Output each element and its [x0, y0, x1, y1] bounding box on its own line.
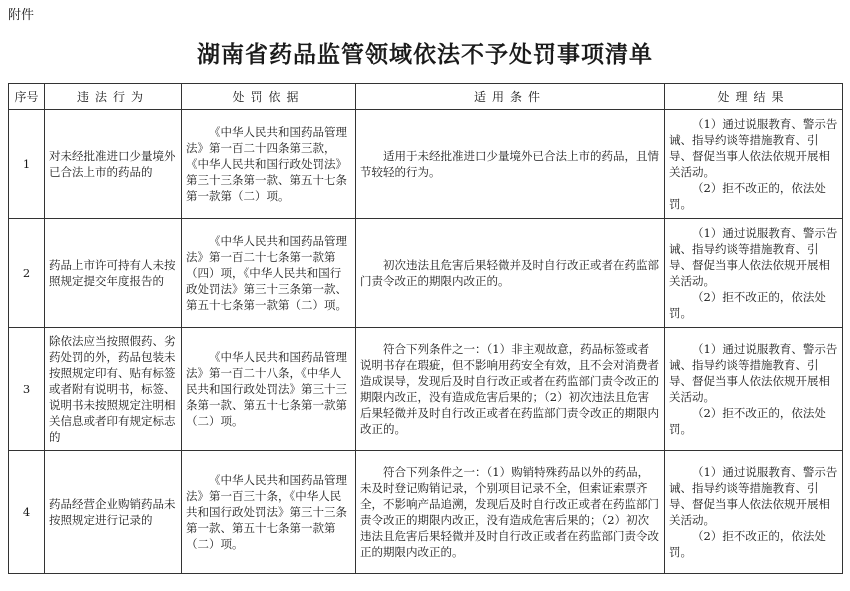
- table-row: [9, 328, 843, 451]
- result-item-2: （2）拒不改正的，依法处罚。: [669, 181, 826, 211]
- annex-label: 附件: [8, 8, 35, 23]
- header-condition: 适用条件: [356, 84, 665, 110]
- result-item-1: （1）通过说服教育、警示告诫、指导约谈等措施教育、引导、督促当事人依法依规开展相关活动。: [669, 465, 838, 527]
- cell-basis: 《中华人民共和国药品管理法》第一百二十四条第三款，《中华人民共和国行政处罚法》第三十三条第一款、第五十七条第一款第（二）项。: [182, 110, 356, 219]
- cell-result: [665, 451, 843, 574]
- document-title: 湖南省药品监管领域依法不予处罚事项清单: [197, 41, 653, 68]
- cell-basis: 《中华人民共和国药品管理法》第一百二十七条第一款第（四）项，《中华人民共和国行政处罚法》第三十三条第一款、第五十七条第一款第（二）项。: [182, 219, 356, 328]
- result-item-2: （2）拒不改正的，依法处罚。: [669, 529, 826, 559]
- cell-result: [665, 328, 843, 451]
- cell-basis: 《中华人民共和国药品管理法》第一百三十条，《中华人民共和国行政处罚法》第三十三条第一款、第五十七条第一款第（二）项。: [182, 451, 356, 574]
- header-act: 违法行为: [45, 84, 182, 110]
- table-row: [9, 451, 843, 574]
- result-item-2: （2）拒不改正的，依法处罚。: [669, 406, 826, 436]
- result-item-1: （1）通过说服教育、警示告诫、指导约谈等措施教育、引导、督促当事人依法依规开展相关活动。: [669, 117, 838, 179]
- cell-act: 除依法应当按照假药、劣药处罚的外，药品包装未按照规定印有、贴有标签或者附有说明书，标签、说明书未按照规定注明相关信息或者印有规定标志的: [45, 328, 182, 451]
- header-basis: 处罚依据: [182, 84, 356, 110]
- result-item-1: （1）通过说服教育、警示告诫、指导约谈等措施教育、引导、督促当事人依法依规开展相关活动。: [669, 342, 838, 404]
- cell-act: 对未经批准进口少量境外已合法上市的药品的: [45, 110, 182, 219]
- header-result: 处理结果: [665, 84, 843, 110]
- cell-condition: 符合下列条件之一：（1）购销特殊药品以外的药品，未及时登记购销记录，个别项目记录不全，但索证索票齐全，不影响产品追溯，发现后及时自行改正或者在药监部门责令改正的期限内改正，没有造成危害后果的；（2）初次违法且危害后果轻微并及时自行改正或者在药监部门责令改正的期限内改正的。: [356, 451, 665, 574]
- cell-basis: 《中华人民共和国药品管理法》第一百二十八条，《中华人民共和国行政处罚法》第三十三条第一款、第五十七条第一款第（二）项。: [182, 328, 356, 451]
- cell-condition: 符合下列条件之一：（1）非主观故意，药品标签或者说明书存在瑕疵，但不影响用药安全有效，且不会对消费者造成误导，发现后及时自行改正或者在药监部门责令改正的期限内改正，没有造成危害后果的；（2）初次违法且危害后果轻微并及时自行改正或者在药监部门责令改正的期限内改正的。: [356, 328, 665, 451]
- cell-act: 药品经营企业购销药品未按照规定进行记录的: [45, 451, 182, 574]
- cell-condition: 适用于未经批准进口少量境外已合法上市的药品，且情节较轻的行为。: [356, 110, 665, 219]
- cell-seq: 4: [9, 451, 45, 574]
- table-row: [9, 110, 843, 219]
- cell-seq: 1: [9, 110, 45, 219]
- cell-condition: 初次违法且危害后果轻微并及时自行改正或者在药监部门责令改正的期限内改正的。: [356, 219, 665, 328]
- cell-seq: 2: [9, 219, 45, 328]
- cell-seq: 3: [9, 328, 45, 451]
- result-item-2: （2）拒不改正的，依法处罚。: [669, 290, 826, 320]
- header-seq: 序号: [9, 84, 45, 110]
- cell-act: 药品上市许可持有人未按照规定提交年度报告的: [45, 219, 182, 328]
- penalty-exemption-table: [8, 83, 843, 574]
- cell-result: [665, 219, 843, 328]
- table-row: [9, 219, 843, 328]
- result-item-1: （1）通过说服教育、警示告诫、指导约谈等措施教育、引导、督促当事人依法依规开展相关活动。: [669, 226, 838, 288]
- cell-result: [665, 110, 843, 219]
- table-header-row: [9, 84, 843, 110]
